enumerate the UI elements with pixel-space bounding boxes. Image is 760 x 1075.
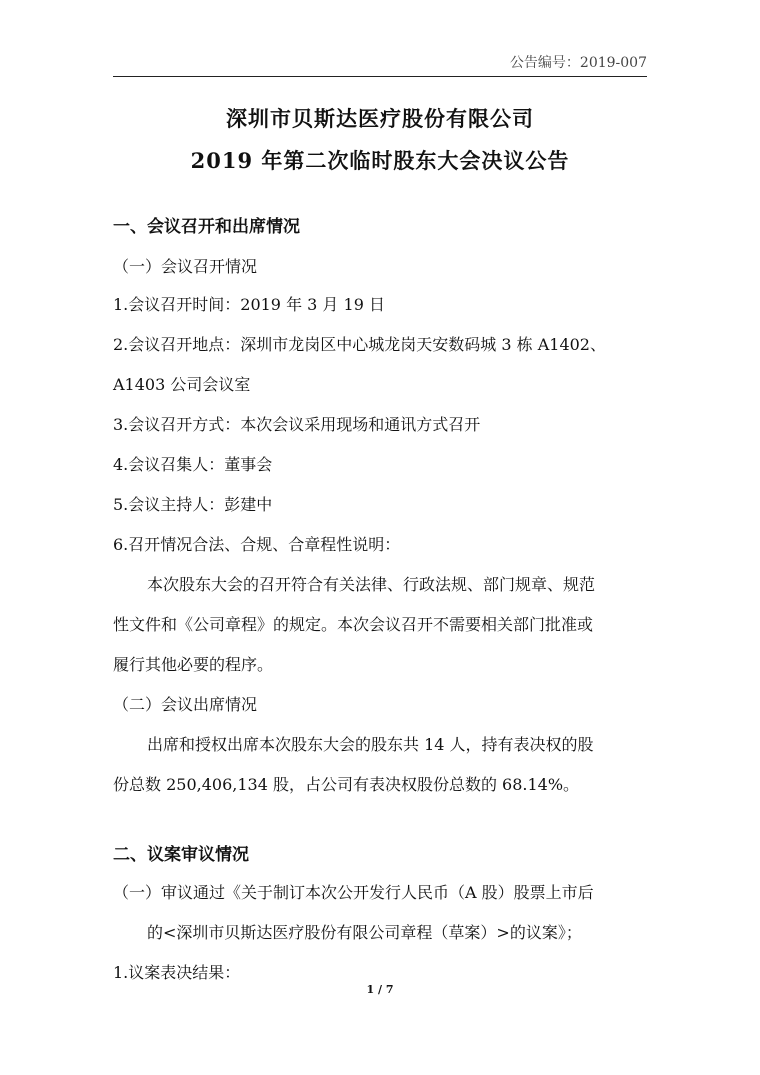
motion-title-line1: （一）审议通过《关于制订本次公开发行人民币（A 股）股票上市后 (113, 883, 594, 902)
section1-sub2: （二）会议出席情况 (113, 695, 258, 714)
motion-result-label: 1.议案表决结果： (113, 963, 241, 982)
compliance-para-line3: 履行其他必要的程序。 (113, 655, 274, 674)
meeting-place-line1: 2.会议召开地点：深圳市龙岗区中心城龙岗天安数码城 3 栋 A1402、 (113, 335, 606, 354)
compliance-para-line1: 本次股东大会的召开符合有关法律、行政法规、部门规章、规范 (147, 575, 596, 594)
compliance-title: 6.召开情况合法、合规、合章程性说明： (113, 535, 401, 554)
attendance-para-line1: 出席和授权出席本次股东大会的股东共 14 人，持有表决权的股 (147, 735, 594, 754)
meeting-place-line2: A1403 公司会议室 (113, 375, 251, 394)
section2-heading: 二、议案审议情况 (113, 845, 249, 865)
meeting-method: 3.会议召开方式：本次会议采用现场和通讯方式召开 (113, 415, 481, 434)
meeting-convener: 4.会议召集人：董事会 (113, 455, 273, 474)
meeting-host: 5.会议主持人：彭建中 (113, 495, 273, 514)
attendance-para-line2: 份总数 250,406,134 股，占公司有表决权股份总数的 68.14%。 (113, 775, 580, 794)
title-meeting: 2019 年第二次临时股东大会决议公告 (190, 148, 570, 173)
header-rule (113, 76, 647, 77)
title-company: 深圳市贝斯达医疗股份有限公司 (226, 106, 534, 131)
section1-sub1: （一）会议召开情况 (113, 257, 258, 276)
section1-heading: 一、会议召开和出席情况 (113, 217, 300, 237)
compliance-para-line2: 性文件和《公司章程》的规定。本次会议召开不需要相关部门批准或 (113, 615, 594, 634)
motion-title-line2: 的<深圳市贝斯达医疗股份有限公司章程（草案）>的议案》； (147, 923, 582, 942)
announcement-code: 公告编号：2019-007 (509, 55, 647, 71)
page-number: 1 / 7 (366, 983, 394, 996)
meeting-time: 1.会议召开时间：2019 年 3 月 19 日 (113, 295, 385, 314)
